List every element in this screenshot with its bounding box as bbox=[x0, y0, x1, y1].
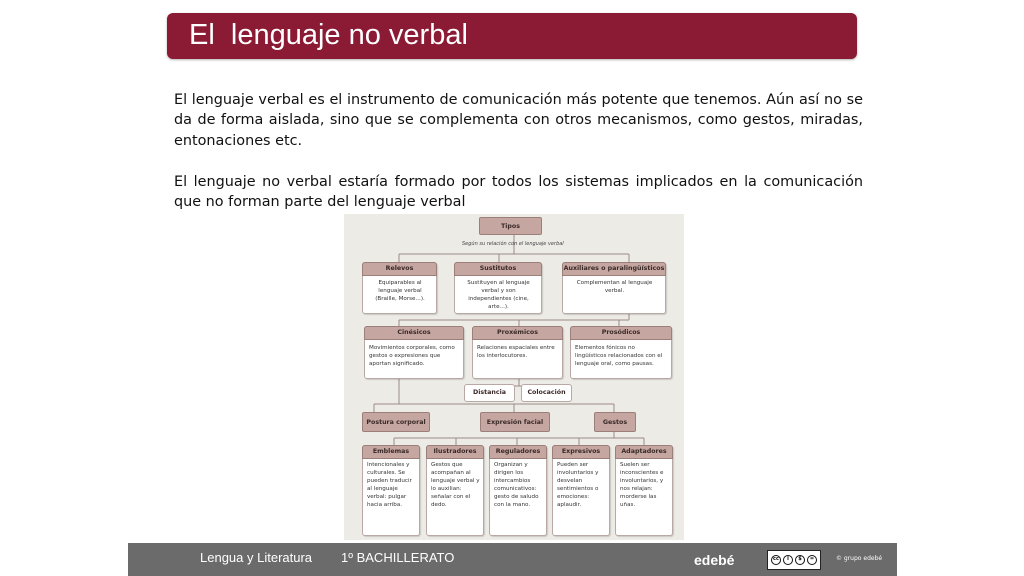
node-gestos: Gestos bbox=[594, 412, 636, 432]
pill-distancia: Distancia bbox=[464, 384, 515, 402]
card-header: Reguladores bbox=[489, 445, 547, 459]
footer-brand-logo: edebé bbox=[694, 552, 735, 568]
card-desc: Suelen ser inconscientes e involuntarios, y nos relajan: morderse las uñas. bbox=[620, 462, 664, 508]
pill-colocacion: Colocación bbox=[521, 384, 572, 402]
card-cinesicos bbox=[364, 326, 464, 379]
card-header: Emblemas bbox=[362, 445, 420, 459]
footer-bar bbox=[128, 543, 897, 576]
footer-subject: Lengua y Literatura bbox=[200, 550, 313, 565]
card-desc: Elementos fónicos no lingüísticos relacionados con el lenguaje oral, como pausas. bbox=[575, 345, 663, 367]
card-header: Relevos bbox=[362, 262, 437, 276]
card-desc: Sustituyen al lenguaje verbal y son independientes (cine, arte...). bbox=[467, 280, 530, 310]
card-header: Adaptadores bbox=[615, 445, 673, 459]
node-expresion-facial: Expresión facial bbox=[480, 412, 550, 432]
card-adaptadores bbox=[615, 445, 673, 536]
card-expresivos bbox=[552, 445, 610, 536]
card-relevos bbox=[362, 262, 437, 314]
card-proxemicos bbox=[472, 326, 563, 379]
creative-commons-icon: cc i $ = bbox=[767, 550, 821, 570]
card-desc: Complementan al lenguaje verbal. bbox=[576, 280, 653, 294]
card-desc: Relaciones espaciales entre los interlocutores. bbox=[477, 345, 555, 359]
card-reguladores bbox=[489, 445, 547, 536]
paragraph-verbal-language: El lenguaje verbal es el instrumento de comunicación más potente que tenemos. Aún así no se da de forma aislada, sino que se complementa con otros mecanismos, como gestos, miradas, entonaciones etc. bbox=[174, 92, 863, 149]
node-postura-corporal: Postura corporal bbox=[362, 412, 430, 432]
card-header: Ilustradores bbox=[426, 445, 484, 459]
card-ilustradores bbox=[426, 445, 484, 536]
card-sustitutos bbox=[454, 262, 542, 314]
title-bar bbox=[167, 13, 857, 59]
diagram-subtitle: Según su relación con el lenguaje verbal bbox=[462, 241, 564, 247]
card-header: Auxiliares o paralingüísticos bbox=[562, 262, 666, 276]
footer-course: 1º BACHILLERATO bbox=[341, 550, 455, 565]
card-header: Prosódicos bbox=[570, 326, 672, 340]
card-desc: Movimientos corporales, como gestos o expresiones que aportan significado. bbox=[369, 345, 455, 367]
card-desc: Pueden ser involuntarios y desvelan sentimientos o emociones: aplaudir. bbox=[557, 462, 599, 508]
card-header: Cinésicos bbox=[364, 326, 464, 340]
card-desc: Intencionales y culturales. Se pueden traducir al lenguaje verbal: pulgar hacia arriba. bbox=[367, 462, 412, 508]
card-auxiliares bbox=[562, 262, 666, 314]
card-prosodicos bbox=[570, 326, 672, 379]
nonverbal-types-diagram bbox=[344, 214, 684, 540]
card-header: Expresivos bbox=[552, 445, 610, 459]
card-desc: Gestos que acompañan al lenguaje verbal y lo auxilian: señalar con el dedo. bbox=[431, 462, 480, 508]
slide-title: El lenguaje no verbal bbox=[189, 19, 468, 51]
card-desc: Equiparables al lenguaje verbal (Braille, Morse...). bbox=[375, 280, 425, 302]
card-emblemas bbox=[362, 445, 420, 536]
card-header: Proxémicos bbox=[472, 326, 563, 340]
paragraph-nonverbal-language: El lenguaje no verbal estaría formado por todos los sistemas implicados en la comunicación que no forman parte del lenguaje verbal bbox=[174, 174, 863, 211]
card-desc: Organizan y dirigen los intercambios comunicativos: gesto de saludo con la mano. bbox=[494, 462, 539, 508]
footer-copyright: © grupo edebé bbox=[836, 555, 883, 562]
card-header: Sustitutos bbox=[454, 262, 542, 276]
diagram-root-tipos: Tipos bbox=[479, 217, 542, 235]
